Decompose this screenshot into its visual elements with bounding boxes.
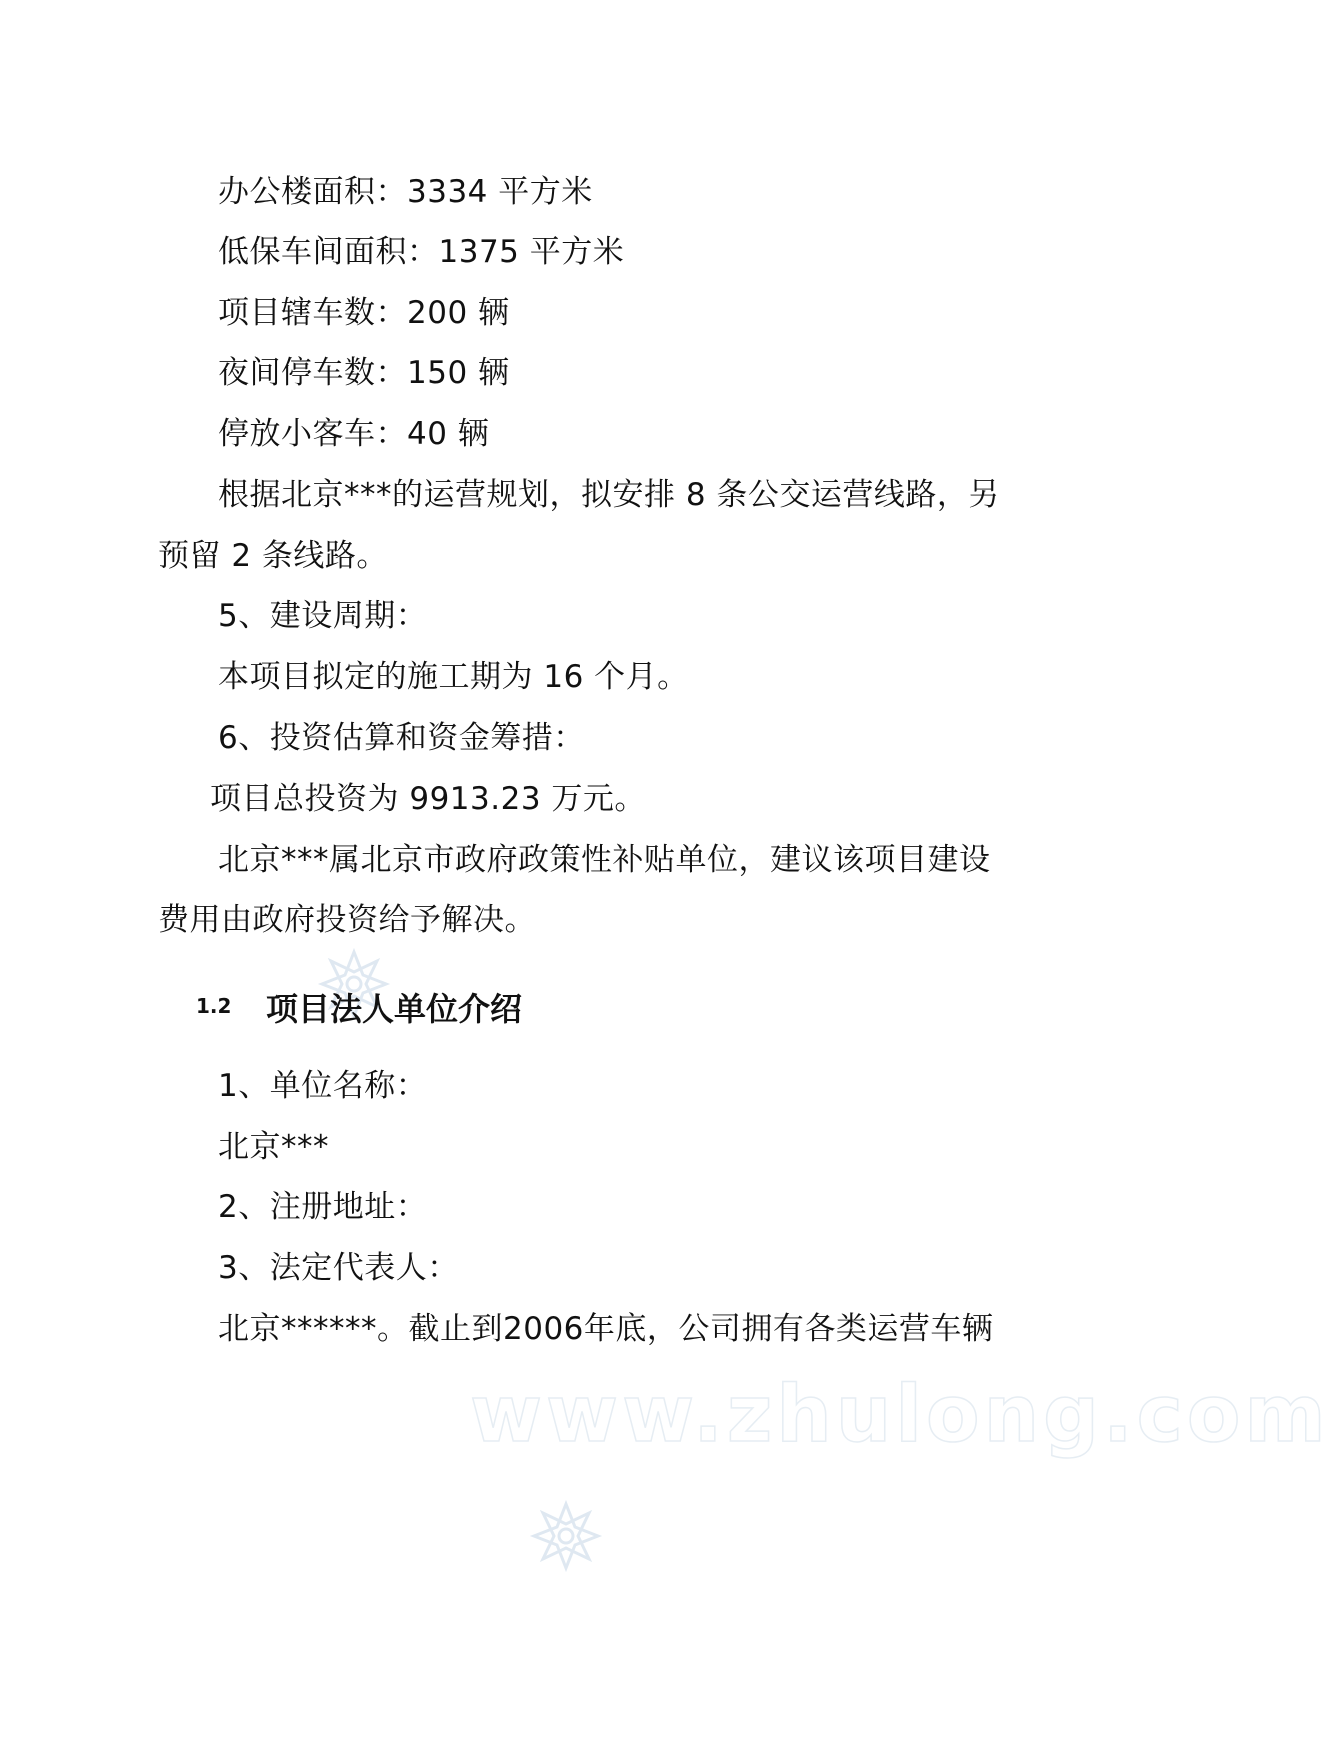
unit-name-value: 北京*** (218, 1129, 329, 1165)
watermark-text: www.zhulong.com (470, 1370, 1330, 1460)
section-title: 项目法人单位介绍 (266, 990, 523, 1028)
construction-period-text: 本项目拟定的施工期为 16 个月。 (218, 659, 689, 695)
unit-name-label: 1、单位名称： (218, 1068, 428, 1104)
construction-period-heading: 5、建设周期： (218, 598, 428, 634)
funding-paragraph-line-1: 北京***属北京市政府政策性补贴单位，建议该项目建设 (218, 842, 991, 878)
section-heading (196, 984, 616, 1028)
investment-total-text: 项目总投资为 9913.23 万元。 (210, 781, 646, 817)
company-fleet-line: 北京******。截止到2006年底，公司拥有各类运营车辆 (218, 1311, 994, 1347)
vehicle-count-line: 项目辖车数：200 辆 (218, 295, 510, 331)
workshop-area-line: 低保车间面积：1375 平方米 (218, 234, 625, 270)
section-number: 1.2 (196, 994, 232, 1018)
investment-heading: 6、投资估算和资金筹措： (218, 720, 585, 756)
legal-representative-label: 3、法定代表人： (218, 1250, 459, 1286)
funding-paragraph-line-2: 费用由政府投资给予解决。 (158, 902, 536, 938)
night-parking-line: 夜间停车数：150 辆 (218, 355, 510, 391)
route-plan-paragraph-line-2: 预留 2 条线路。 (158, 538, 388, 574)
office-area-line: 办公楼面积：3334 平方米 (218, 174, 593, 210)
small-car-parking-line: 停放小客车：40 辆 (218, 416, 490, 452)
snowflake-logo-icon (530, 1500, 602, 1572)
registered-address-label: 2、注册地址： (218, 1189, 428, 1225)
route-plan-paragraph-line-1: 根据北京***的运营规划，拟安排 8 条公交运营线路，另 (218, 477, 1000, 513)
